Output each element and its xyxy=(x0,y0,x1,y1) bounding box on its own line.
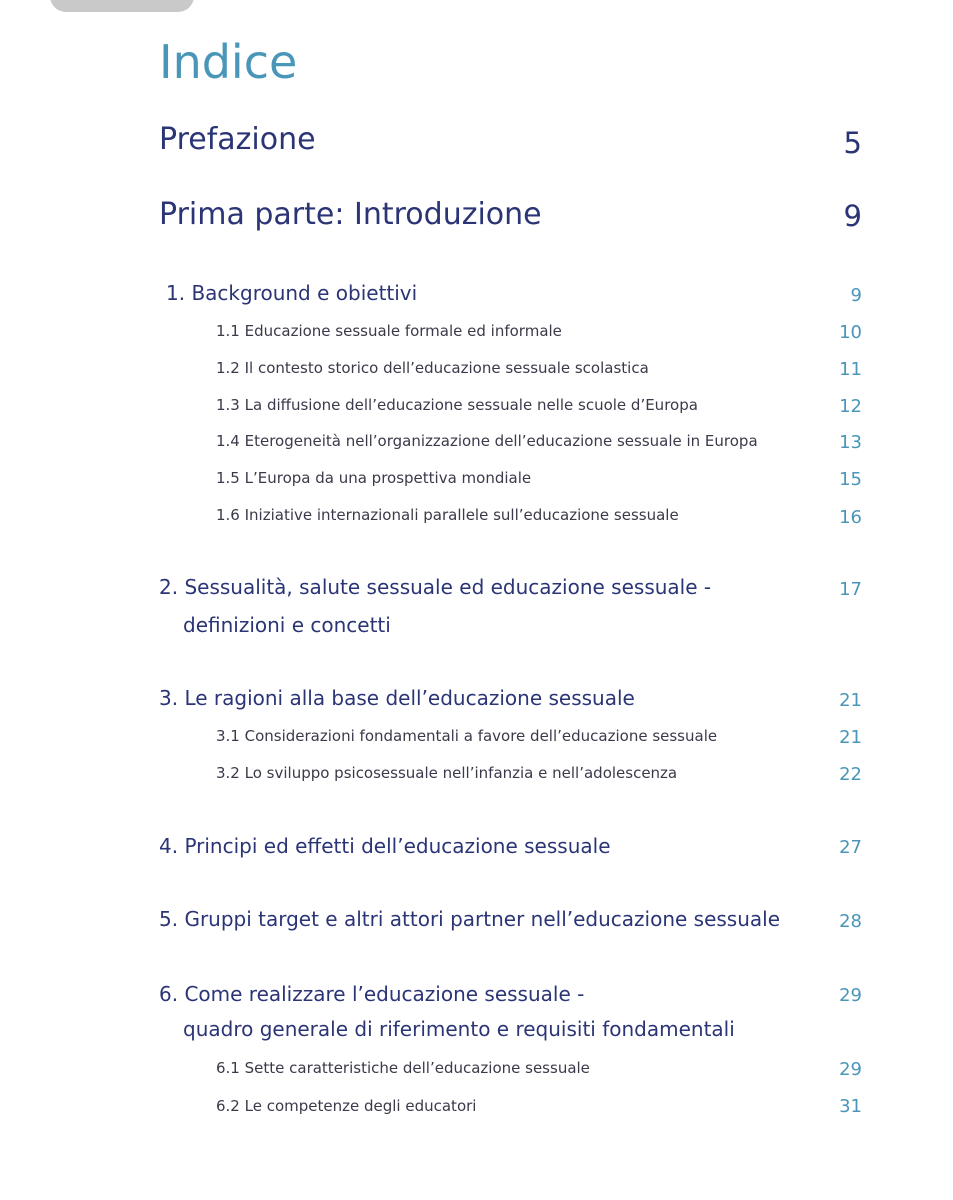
toc-page-4: 27 xyxy=(839,837,862,858)
toc-entry-6-continued[interactable]: quadro generale di riferimento e requisiti fondamentali xyxy=(183,1017,735,1041)
page-title: Indice xyxy=(159,35,298,89)
toc-entry-3[interactable]: 3. Le ragioni alla base dell’educazione sessuale xyxy=(159,686,635,710)
toc-page-prima-parte: 9 xyxy=(843,199,862,233)
toc-page-6-2: 31 xyxy=(839,1096,862,1117)
toc-entry-2[interactable]: 2. Sessualità, salute sessuale ed educazione sessuale - xyxy=(159,575,712,599)
toc-entry-prima-parte[interactable]: Prima parte: Introduzione xyxy=(159,197,542,232)
toc-entry-4[interactable]: 4. Principi ed effetti dell’educazione sessuale xyxy=(159,834,611,858)
toc-entry-1-3[interactable]: 1.3 La diffusione dell’educazione sessuale nelle scuole d’Europa xyxy=(216,396,698,414)
toc-entry-1-6[interactable]: 1.6 Iniziative internazionali parallele sull’educazione sessuale xyxy=(216,506,679,524)
toc-page-1-6: 16 xyxy=(839,507,862,528)
toc-page-1-4: 13 xyxy=(839,432,862,453)
toc-page-5: 28 xyxy=(839,911,862,932)
toc-page-prefazione: 5 xyxy=(843,126,862,160)
toc-entry-6-1[interactable]: 6.1 Sette caratteristiche dell’educazione sessuale xyxy=(216,1059,590,1077)
toc-entry-6[interactable]: 6. Come realizzare l’educazione sessuale - xyxy=(159,982,585,1006)
toc-page-6: 29 xyxy=(839,985,862,1006)
toc-page-3-1: 21 xyxy=(839,727,862,748)
page-tab xyxy=(50,0,194,12)
toc-page-1-2: 11 xyxy=(839,359,862,380)
toc-entry-3-2[interactable]: 3.2 Lo sviluppo psicosessuale nell’infanzia e nell’adolescenza xyxy=(216,764,678,782)
toc-entry-1-1[interactable]: 1.1 Educazione sessuale formale ed informale xyxy=(216,322,562,340)
toc-entry-6-2[interactable]: 6.2 Le competenze degli educatori xyxy=(216,1097,477,1115)
toc-entry-prefazione[interactable]: Prefazione xyxy=(159,122,316,157)
toc-entry-1-2[interactable]: 1.2 Il contesto storico dell’educazione sessuale scolastica xyxy=(216,359,649,377)
toc-page-1-3: 12 xyxy=(839,396,862,417)
toc-entry-1-4[interactable]: 1.4 Eterogeneità nell’organizzazione dell’educazione sessuale in Europa xyxy=(216,432,758,450)
toc-page-3: 21 xyxy=(839,690,862,711)
toc-page-1-1: 10 xyxy=(839,322,862,343)
toc-entry-1-5[interactable]: 1.5 L’Europa da una prospettiva mondiale xyxy=(216,469,532,487)
toc-page-3-2: 22 xyxy=(839,764,862,785)
toc-entry-2-continued[interactable]: definizioni e concetti xyxy=(183,613,391,637)
toc-entry-1[interactable]: 1. Background e obiettivi xyxy=(166,281,418,305)
toc-entry-5[interactable]: 5. Gruppi target e altri attori partner nell’educazione sessuale xyxy=(159,907,781,931)
toc-page-1-5: 15 xyxy=(839,469,862,490)
toc-page-6-1: 29 xyxy=(839,1059,862,1080)
toc-entry-3-1[interactable]: 3.1 Considerazioni fondamentali a favore dell’educazione sessuale xyxy=(216,727,718,745)
toc-page-2: 17 xyxy=(839,579,862,600)
toc-page-1: 9 xyxy=(850,285,862,306)
